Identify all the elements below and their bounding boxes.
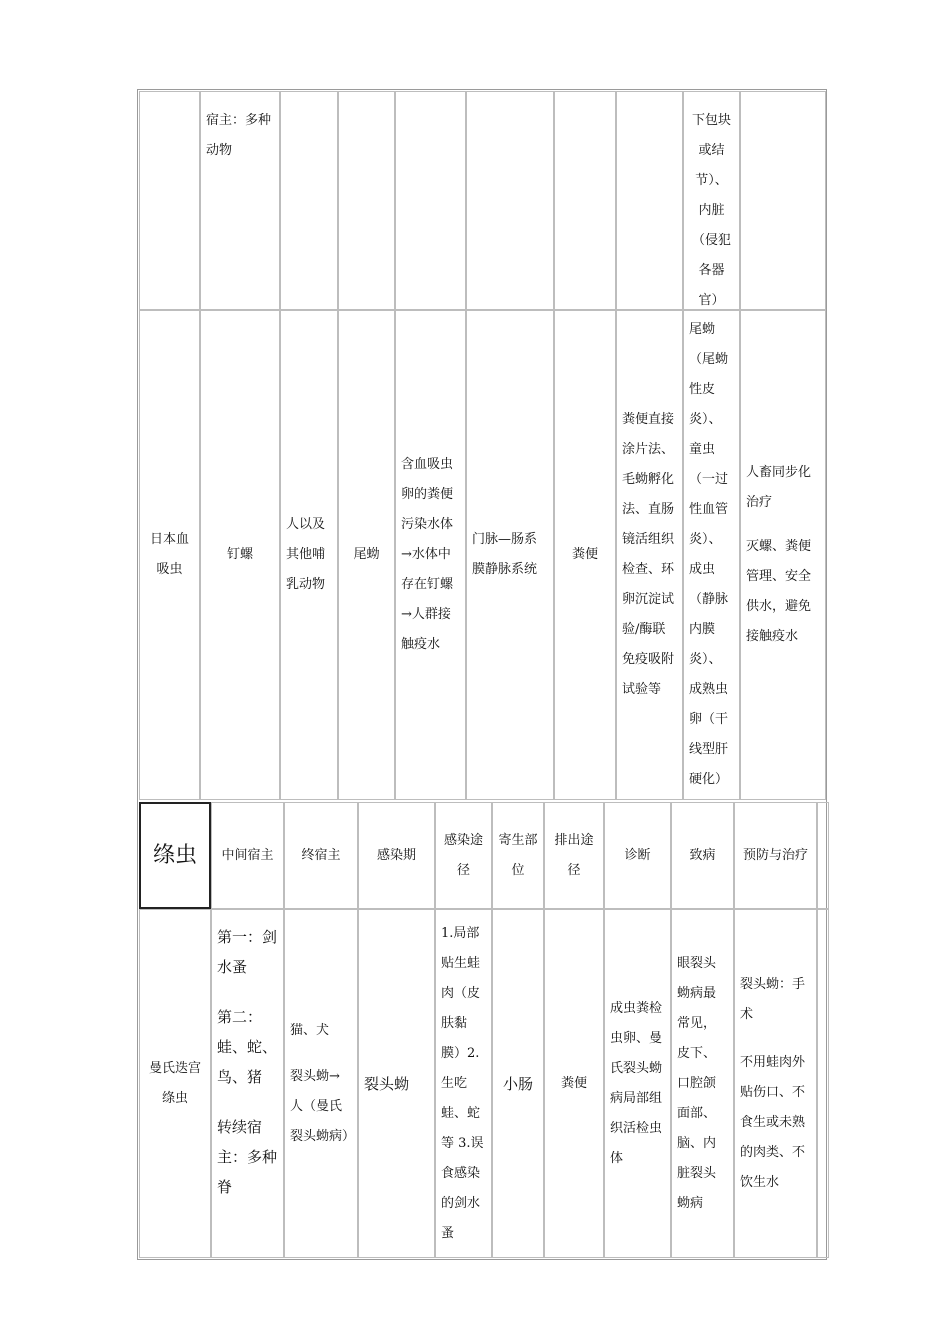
cell-text: 裂头蚴 [364, 1074, 410, 1093]
column-header-infective-stage [358, 802, 435, 909]
column-header-intermediate-host [211, 802, 284, 909]
infective-stage-cell [358, 909, 435, 1258]
prevention-cell [740, 310, 826, 800]
intermediate-host-cell [200, 310, 280, 800]
parasite-name-cell [139, 909, 211, 1258]
cell-text: 眼裂头蚴病最常见，皮下、口腔颌面部、脑、内脏裂头蚴病 [677, 955, 717, 1211]
table-cell [616, 91, 683, 310]
table-cell [466, 91, 554, 310]
cell-text: 尾蚴 [353, 547, 380, 562]
category-title: 绦虫 [152, 842, 197, 868]
table-cell [817, 802, 829, 909]
table-cell [280, 91, 338, 310]
table-cell [395, 91, 466, 310]
table-cell [139, 91, 200, 310]
table-cell [740, 91, 826, 310]
cell-text: 含血吸虫卵的粪便污染水体→水体中存在钉螺→人群接触疫水 [401, 457, 454, 652]
cell-text: 灭螺、粪便管理、安全供水，避免接触疫水 [746, 539, 812, 644]
column-header-route [435, 802, 492, 909]
header-text: 终宿主 [301, 847, 341, 863]
cell-text: 粪便 [560, 1075, 587, 1091]
cell-text: 猫、犬 [290, 1022, 330, 1038]
cell-text: 第一：剑水蚤 [217, 928, 278, 976]
parasite-name-cell [139, 310, 200, 800]
diagnosis-cell [604, 909, 671, 1258]
excretion-cell [544, 909, 604, 1258]
cell-text: 粪便直接涂片法、毛蚴孵化法、直肠镜活组织检查、环卵沉淀试验/酶联免疫吸附试验等 [622, 412, 675, 697]
cell-text: 钉螺 [226, 547, 253, 562]
route-cell [435, 909, 492, 1258]
header-text: 预防与治疗 [742, 847, 808, 863]
cell-text: 转续宿主：多种脊 [217, 1118, 278, 1196]
diagnosis-cell [616, 310, 683, 800]
cell-text: 1.局部贴生蛙肉（皮肤黏膜）2.生吃蛙、蛇等 3.误食感染的剑水蚤 [441, 925, 484, 1241]
header-text: 中间宿主 [221, 847, 274, 863]
column-header-site [492, 802, 544, 909]
cell-text: 下包块或结节）、内脏（侵犯各器官） [691, 113, 731, 308]
parasite-name: 曼氏迭宫绦虫 [148, 1060, 201, 1106]
cell-text: 小肠 [502, 1074, 533, 1093]
pathology-cell [683, 310, 740, 800]
header-text: 排出途径 [554, 832, 594, 878]
cell-text: 宿主：多种动物 [206, 113, 272, 158]
table-cell [338, 91, 395, 310]
prevention-cell [734, 909, 817, 1258]
header-text: 寄生部位 [498, 832, 538, 878]
cell-text: 人畜同步化治疗 [746, 465, 812, 510]
final-host-cell [280, 310, 338, 800]
cell-text: 尾蚴（尾蚴性皮炎）、童虫（一过性血管炎）、成虫（静脉内膜炎）、成熟虫卵（干线型肝硬化） [689, 322, 729, 787]
cell-text: 裂头蚴→人（曼氏裂头蚴病） [290, 1068, 356, 1144]
pathology-cell [671, 909, 734, 1258]
column-header-final-host [284, 802, 358, 909]
cell-text: 门脉—肠系膜静脉系统 [472, 532, 538, 577]
column-header-excretion [544, 802, 604, 909]
header-text: 致病 [689, 847, 716, 863]
table-cell [817, 909, 829, 1258]
header-text: 感染途径 [443, 832, 483, 878]
header-text: 诊断 [624, 847, 651, 863]
parasite-name: 日本血吸虫 [149, 532, 189, 577]
header-text: 感染期 [376, 847, 416, 863]
cell-text: 成虫粪检虫卵、曼氏裂头蚴病局部组织活检虫体 [610, 1000, 663, 1166]
category-header-cell [139, 802, 211, 909]
table-cell-host-note [200, 91, 280, 310]
cell-text: 第二：蛙、蛇、鸟、猪 [217, 1008, 278, 1086]
table-cell [554, 91, 616, 310]
cell-text: 人以及其他哺乳动物 [286, 517, 326, 592]
route-cell [395, 310, 466, 800]
cell-text: 不用蛙肉外贴伤口、不食生或未熟的肉类、不饮生水 [740, 1054, 806, 1190]
intermediate-host-cell [211, 909, 284, 1258]
column-header-prevention [734, 802, 817, 909]
table-cell-pathology-note [683, 91, 740, 310]
final-host-cell [284, 909, 358, 1258]
column-header-pathology [671, 802, 734, 909]
excretion-cell [554, 310, 616, 800]
infective-stage-cell [338, 310, 395, 800]
column-header-diagnosis [604, 802, 671, 909]
site-cell [466, 310, 554, 800]
site-cell [492, 909, 544, 1258]
cell-text: 粪便 [571, 547, 598, 562]
cell-text: 裂头蚴：手术 [740, 976, 806, 1022]
